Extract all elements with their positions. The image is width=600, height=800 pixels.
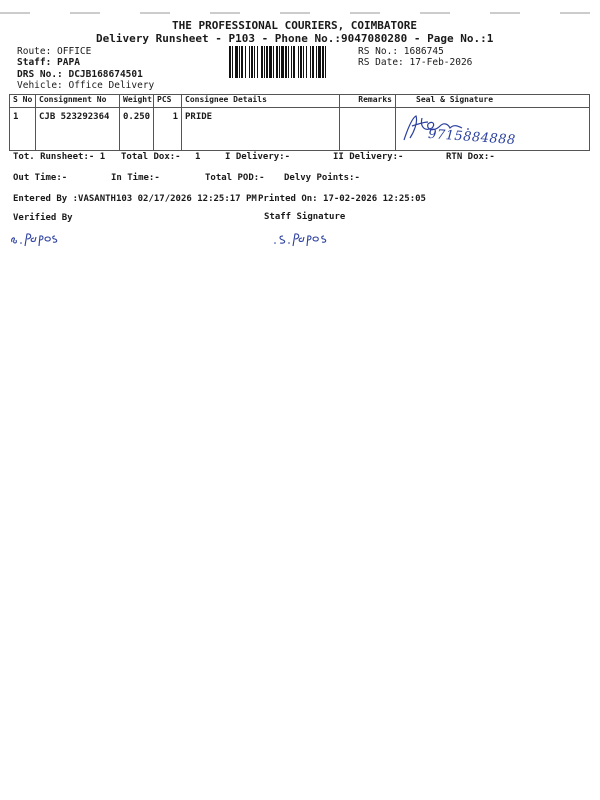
header-seal-signature: Seal & Signature [396,95,590,108]
header-consignment: Consignment No [36,95,120,108]
total-dox-value: 1 [195,152,201,162]
cell-pcs: 1 [154,108,182,151]
table-header-row [10,95,590,108]
header-sno: S No [10,95,36,108]
cell-sno: 1 [10,108,36,151]
cell-remarks [340,108,396,151]
total-dox-label: Total Dox:- [121,152,181,162]
verifier-signature [8,228,64,252]
handwritten-phone: 9715884888 [427,126,517,149]
rs-number: RS No.: 1686745 [358,46,444,57]
staff-signature-label: Staff Signature [264,212,346,222]
drs-number: DRS No.: DCJB168674501 [17,69,143,80]
i-delivery: I Delivery:- [225,152,291,162]
verified-by-label: Verified By [13,213,73,223]
route-label: Route: OFFICE [17,46,92,57]
header-remarks: Remarks [340,95,396,108]
printed-on: Printed On: 17-02-2026 12:25:05 [258,194,426,204]
runsheet-subtitle: Delivery Runsheet - P103 - Phone No.:9047080280 - Page No.:1 [96,32,494,45]
rs-date: RS Date: 17-Feb-2026 [358,57,473,68]
ii-delivery: II Delivery:- [333,152,404,162]
header-consignee: Consignee Details [182,95,340,108]
delvy-points: Delvy Points:- [284,173,360,183]
cell-consignee: PRIDE [182,108,340,151]
staff-label: Staff: PAPA [17,57,80,68]
vehicle-label: Vehicle: Office Delivery [17,80,155,91]
header-weight: Weight [120,95,154,108]
out-time: Out Time:- [13,173,68,183]
staff-handwritten-signature [270,228,332,252]
entered-by: Entered By :VASANTH103 02/17/2026 12:25:17 PM [13,194,257,204]
tot-runsheet: Tot. Runsheet:- 1 [13,152,106,162]
rtn-dox: RTN Dox:- [446,152,495,162]
barcode-image [229,46,355,78]
company-title: THE PROFESSIONAL COURIERS, COIMBATORE [172,19,418,32]
total-pod: Total POD:- [205,173,265,183]
cell-consignment: CJB 523292364 [36,108,120,151]
cell-weight: 0.250 [120,108,154,151]
in-time: In Time:- [111,173,160,183]
scan-edge [0,0,600,2]
header-pcs: PCS [154,95,182,108]
